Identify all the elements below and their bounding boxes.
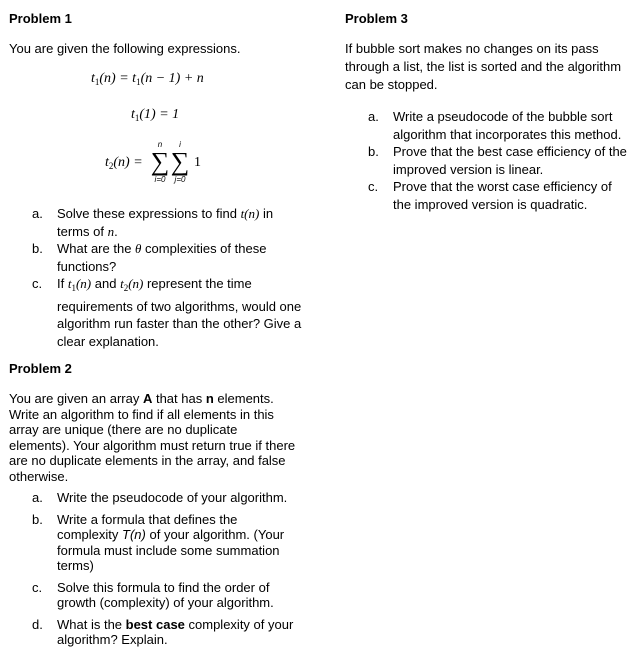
problem2-question-list: [32, 490, 302, 654]
problem1-question-list: [32, 205, 302, 350]
problem3-question-c: c. Prove that the worst case efficiency of the improved version is quadratic.: [368, 179, 612, 212]
problem2-intro: You are given an array A that has n elements. Write an algorithm to find if all elements in this array are unique (there are no duplicate elements). Your algorithm must return true if there are no duplicate elements in the array, and false otherwise.: [9, 391, 296, 484]
problem1-question-c: c. If $t_1(n)$ and $t_2(n)$ represent the time requirements of two algorithms, would one algorithm run faster than the other? Give a clear explanation.: [32, 276, 302, 349]
problem3-question-b: b. Prove that the best case efficiency of the improved version is linear.: [368, 144, 627, 177]
inner-sigma: i ∑ j=0: [170, 140, 190, 184]
problem1-equation-t2-sum: $t_2(n)$ = n ∑ i=0 i ∑ j=0 1: [105, 140, 201, 184]
problem3-intro: If bubble sort makes no changes on its pass through a list, the list is sorted and the algorithm can be stopped.: [345, 41, 622, 92]
problem1-equation-t1-base: $t_1(1) = 1$: [131, 107, 180, 123]
problem2-question-a: a. Write the pseudocode of your algorithm.: [32, 490, 288, 505]
problem2-question-b: b. Write a formula that defines the complexity T(n) of your algorithm. (Your formula must include some summation terms): [32, 511, 285, 573]
outer-sigma: n ∑ i=0: [150, 140, 170, 184]
problem1-heading: Problem 1: [9, 11, 72, 26]
problem1-equation-t1-recurrence: $t_1(n) = t_1(n - 1) + n$: [91, 71, 204, 87]
problem2-heading: Problem 2: [9, 361, 72, 376]
sum-body: 1: [194, 155, 201, 170]
problem1-question-b: b. What are the θ complexities of these functions?: [32, 241, 267, 274]
problem3-heading: Problem 3: [345, 11, 408, 26]
problem3-question-a: a. Write a pseudocode of the bubble sort algorithm that incorporates this method.: [368, 109, 622, 142]
problem3-question-list: [368, 108, 630, 213]
problem2-question-c: c. Solve this formula to find the order of growth (complexity) of your algorithm.: [32, 579, 274, 610]
problem2-question-d: d. What is the best case complexity of your algorithm? Explain.: [32, 616, 294, 647]
problem1-question-a: a. Solve these expressions to find t(n) in terms of n.: [32, 206, 274, 239]
problem1-intro: You are given the following expressions.: [9, 41, 241, 56]
